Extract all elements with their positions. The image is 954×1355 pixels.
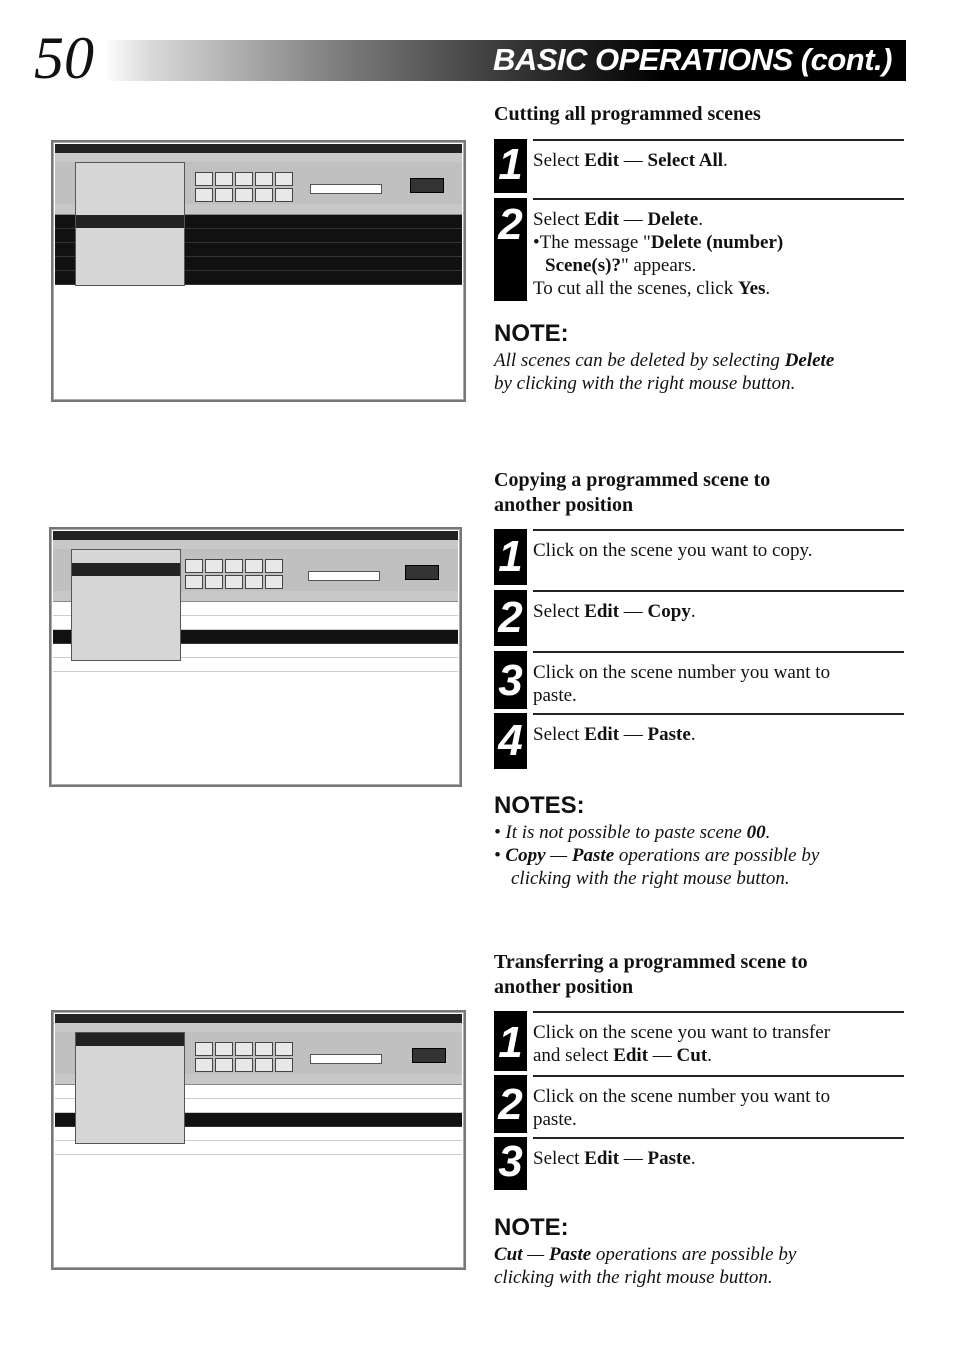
transfer-step-2: 2 Click on the scene number you want to paste. [494,1075,904,1133]
edit-menu [71,549,181,661]
copy-step-3: 3 Click on the scene number you want to paste. [494,651,904,709]
step-number: 1 [494,1011,527,1071]
note-heading: NOTE: [494,320,569,347]
notes-text: • It is not possible to paste scene 00. • Copy — Paste operations are possible by clicking with the right mouse button. [494,822,820,889]
window-title-bar [53,531,458,540]
window-menu-bar [55,1023,462,1032]
page-number: 50 [34,25,94,91]
note-text: All scenes can be deleted by selecting Delete by clicking with the right mouse button. [494,350,835,394]
step-number: 4 [494,713,527,769]
section-title-copying: Copying a programmed scene to another position [494,469,771,516]
step-number: 2 [494,590,527,646]
cut-step-1: 1 Select Edit — Select All. [494,139,904,193]
section-banner [104,40,906,81]
step-number: 2 [494,198,527,301]
transfer-step-1: 1 Click on the scene you want to transfer and select Edit — Cut. [494,1011,904,1071]
section-title-transferring: Transferring a programmed scene to another position [494,951,808,998]
page-title: BASIC OPERATIONS (cont.) [492,42,892,77]
screenshot-cut-scenes [51,140,466,402]
notes-heading: NOTES: [494,792,585,819]
window-title-bar [55,144,462,153]
cut-step-2: 2 Select Edit — Delete. •The message "Delete (number) Scene(s)?" appears. To cut all the scenes, click Yes. [494,198,904,301]
step-number: 1 [494,139,527,193]
screenshot-copy-scene [49,527,462,787]
step-number: 2 [494,1075,527,1133]
step-number: 3 [494,651,527,709]
window-menu-bar [53,540,458,549]
edit-menu [75,162,185,286]
copy-step-4: 4 Select Edit — Paste. [494,713,904,769]
step-number: 1 [494,529,527,585]
note-text-transfer: Cut — Paste operations are possible by clicking with the right mouse button. [494,1244,797,1288]
window-title-bar [55,1014,462,1023]
section-title-cutting: Cutting all programmed scenes [494,103,761,125]
copy-step-1: 1 Click on the scene you want to copy. [494,529,904,585]
step-number: 3 [494,1137,527,1190]
window-menu-bar [55,153,462,162]
edit-menu [75,1032,185,1144]
screenshot-transfer-scene [51,1010,466,1270]
copy-step-2: 2 Select Edit — Copy. [494,590,904,646]
transfer-step-3: 3 Select Edit — Paste. [494,1137,904,1190]
note-heading-transfer: NOTE: [494,1214,569,1241]
